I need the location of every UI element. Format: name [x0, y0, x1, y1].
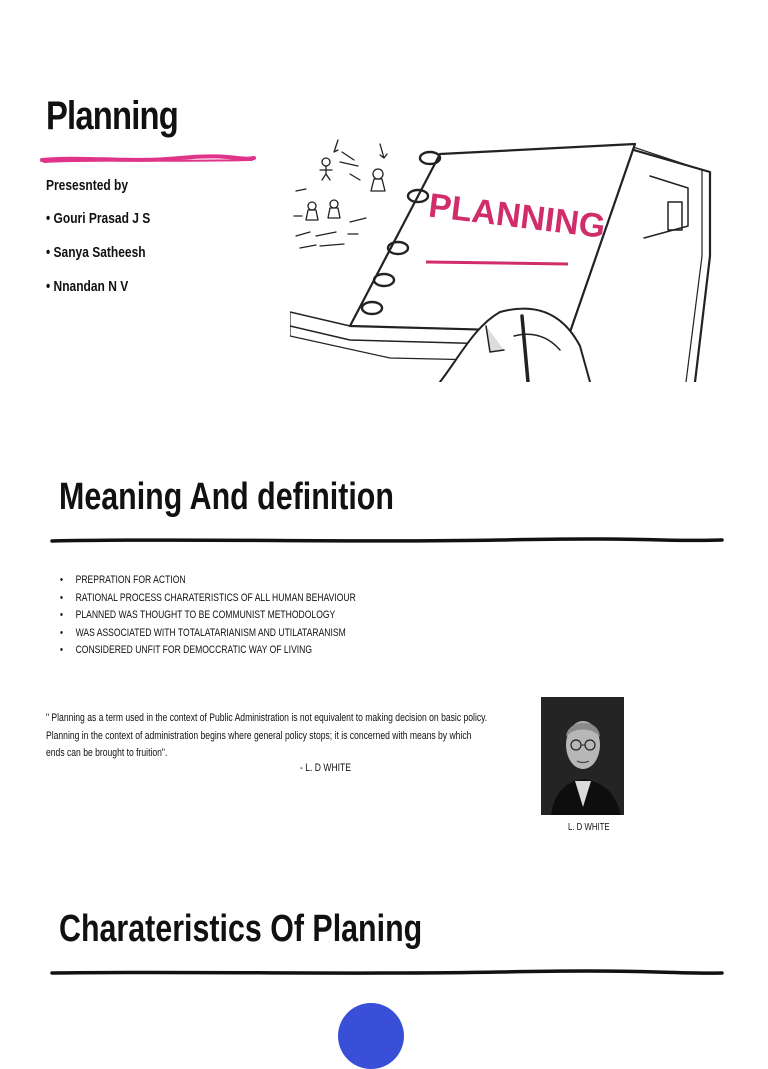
portrait-photo: [541, 697, 624, 815]
list-item-text: RATIONAL PROCESS CHARATERISTICS OF ALL HUMAN BEHAVIOUR: [75, 591, 356, 604]
presented-by-label: Presesnted by: [46, 177, 129, 194]
illustration-planning-text: PLANNING: [426, 186, 608, 246]
accent-circle: [338, 1003, 404, 1069]
slide2-title: Meaning And definition: [59, 476, 394, 518]
section-divider: [50, 535, 724, 547]
definition-list: [60, 572, 439, 660]
section-divider: [50, 967, 724, 979]
slide3-title: Charateristics Of Planing: [59, 908, 423, 950]
list-item: [60, 642, 356, 660]
list-item: [60, 590, 356, 608]
bullet-icon: •: [60, 626, 64, 639]
member-item: • Nnandan N V: [46, 278, 129, 295]
definition-quote: " Planning as a term used in the context of Public Administration is not equivalent to making decision on basic policy. Planning in the context of administration begins where general policy stops; it is concerned with means by which ends can be brought to fruition".: [46, 712, 488, 759]
list-item-text: WAS ASSOCIATED WITH TOTALATARIANISM AND UTILATARANISM: [75, 626, 346, 639]
member-item: • Sanya Satheesh: [46, 244, 146, 261]
list-item-text: CONSIDERED UNFIT FOR DEMOCCRATIC WAY OF LIVING: [75, 644, 313, 656]
list-item: [60, 572, 356, 590]
people-sketch-icon: [294, 140, 387, 248]
slide1-title: Planning: [46, 94, 178, 138]
quote-author: - L. D WHITE: [300, 762, 352, 774]
title-underline: [40, 152, 256, 168]
planning-notebook-illustration: [290, 136, 715, 382]
bullet-icon: •: [60, 574, 64, 586]
list-item: [60, 625, 356, 643]
member-item: • Gouri Prasad J S: [46, 210, 151, 227]
bullet-icon: •: [60, 591, 64, 604]
portrait-caption: L. D WHITE: [568, 822, 610, 833]
list-item: [60, 607, 356, 625]
bullet-icon: •: [60, 644, 64, 656]
list-item-text: PLANNED WAS THOUGHT TO BE COMMUNIST METHODOLOGY: [75, 609, 336, 621]
list-item-text: PREPRATION FOR ACTION: [75, 574, 186, 586]
bullet-icon: •: [60, 609, 64, 621]
